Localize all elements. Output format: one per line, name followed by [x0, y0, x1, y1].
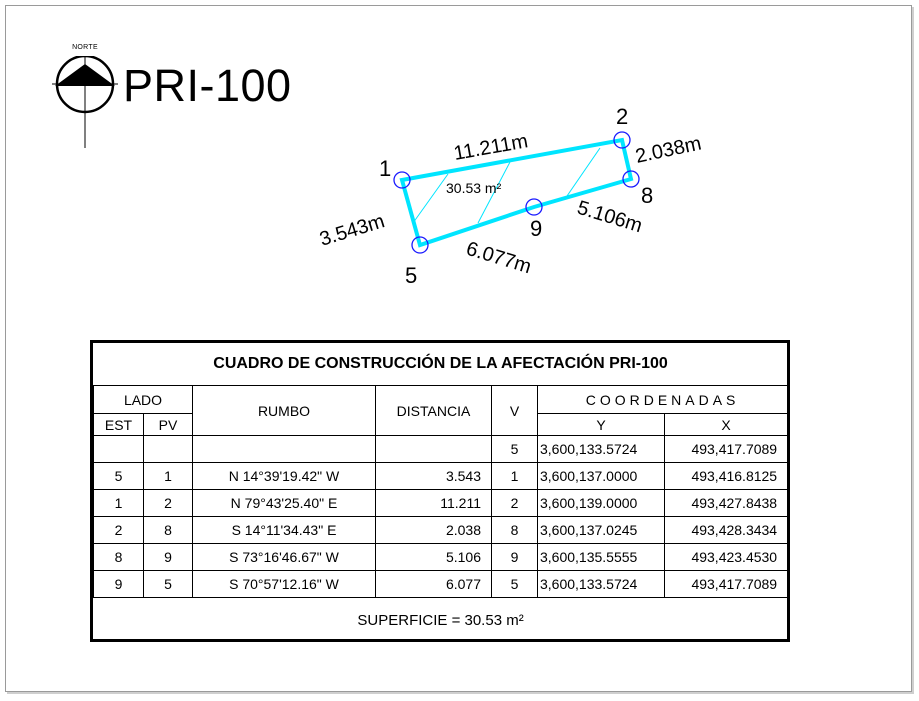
- north-arrow-icon: [52, 56, 118, 148]
- north-arrow: [52, 44, 118, 148]
- cell-pv: 9: [144, 544, 193, 571]
- dimension-label-1-2: 11.211m: [452, 130, 530, 165]
- vertex-label-8: 8: [641, 183, 654, 208]
- dimension-label-2-8: 2.038m: [633, 132, 704, 168]
- cell-rumbo: S 70°57'12.16" W: [193, 571, 376, 598]
- table-row: [94, 490, 788, 517]
- north-label: NORTE: [72, 44, 98, 51]
- cell-v: 5: [492, 571, 538, 598]
- cell-x: 493,423.4530: [665, 544, 788, 571]
- cell-distancia: 6.077: [376, 571, 492, 598]
- superficie-total: SUPERFICIE = 30.53 m²: [94, 598, 788, 643]
- table-title: CUADRO DE CONSTRUCCIÓN DE LA AFECTACIÓN PRI-100: [94, 343, 788, 386]
- cell-v: 1: [492, 463, 538, 490]
- header-y: Y: [538, 414, 665, 436]
- cell-y: 3,600,135.5555: [538, 544, 665, 571]
- vertex-label-5: 5: [405, 263, 418, 288]
- cell-y: 3,600,133.5724: [538, 436, 665, 463]
- cell-y: 3,600,137.0000: [538, 463, 665, 490]
- header-v: V: [492, 386, 538, 436]
- cell-y: 3,600,137.0245: [538, 517, 665, 544]
- cell-x: 493,416.8125: [665, 463, 788, 490]
- cell-x: 493,417.7089: [665, 571, 788, 598]
- dimension-label-9-5: 6.077m: [463, 237, 534, 279]
- header-lado: LADO: [94, 386, 193, 414]
- cell-x: 493,417.7089: [665, 436, 788, 463]
- cell-est: [94, 436, 144, 463]
- cell-distancia: 2.038: [376, 517, 492, 544]
- table-row: [94, 463, 788, 490]
- table-row: [94, 517, 788, 544]
- cell-est: 9: [94, 571, 144, 598]
- cell-x: 493,428.3434: [665, 517, 788, 544]
- vertex-label-9: 9: [530, 216, 543, 241]
- table-row: [94, 436, 788, 463]
- cell-y: 3,600,139.0000: [538, 490, 665, 517]
- header-x: X: [665, 414, 788, 436]
- cell-y: 3,600,133.5724: [538, 571, 665, 598]
- cell-distancia: 3.543: [376, 463, 492, 490]
- cell-pv: [144, 436, 193, 463]
- vertex-label-2: 2: [616, 104, 629, 129]
- plot-plan: [300, 95, 740, 295]
- cell-est: 5: [94, 463, 144, 490]
- cell-distancia: 5.106: [376, 544, 492, 571]
- cell-rumbo: N 14°39'19.42" W: [193, 463, 376, 490]
- plan-title: PRI-100: [123, 60, 292, 111]
- cell-rumbo: N 79°43'25.40" E: [193, 490, 376, 517]
- table-row: [94, 544, 788, 571]
- header-distancia: DISTANCIA: [376, 386, 492, 436]
- table-row: [94, 571, 788, 598]
- cell-v: 2: [492, 490, 538, 517]
- cell-est: 8: [94, 544, 144, 571]
- dimension-label-8-9: 5.106m: [574, 196, 645, 238]
- cell-v: 5: [492, 436, 538, 463]
- cell-x: 493,427.8438: [665, 490, 788, 517]
- cell-est: 2: [94, 517, 144, 544]
- header-coordenadas: COORDENADAS: [538, 386, 788, 414]
- cell-rumbo: S 14°11'34.43" E: [193, 517, 376, 544]
- plot-area-label: 30.53 m²: [446, 180, 502, 196]
- cell-est: 1: [94, 490, 144, 517]
- header-pv: PV: [144, 414, 193, 436]
- cell-distancia: 11.211: [376, 490, 492, 517]
- header-rumbo: RUMBO: [193, 386, 376, 436]
- cell-distancia: [376, 436, 492, 463]
- construction-table: [90, 340, 790, 642]
- plot-boundary: [402, 140, 631, 245]
- dimension-label-5-1: 3.543m: [317, 210, 388, 251]
- cell-rumbo: S 73°16'46.67" W: [193, 544, 376, 571]
- cell-v: 9: [492, 544, 538, 571]
- header-est: EST: [94, 414, 144, 436]
- cell-pv: 1: [144, 463, 193, 490]
- vertex-label-1: 1: [379, 156, 392, 181]
- cell-pv: 5: [144, 571, 193, 598]
- cell-rumbo: [193, 436, 376, 463]
- cell-pv: 8: [144, 517, 193, 544]
- cell-pv: 2: [144, 490, 193, 517]
- cell-v: 8: [492, 517, 538, 544]
